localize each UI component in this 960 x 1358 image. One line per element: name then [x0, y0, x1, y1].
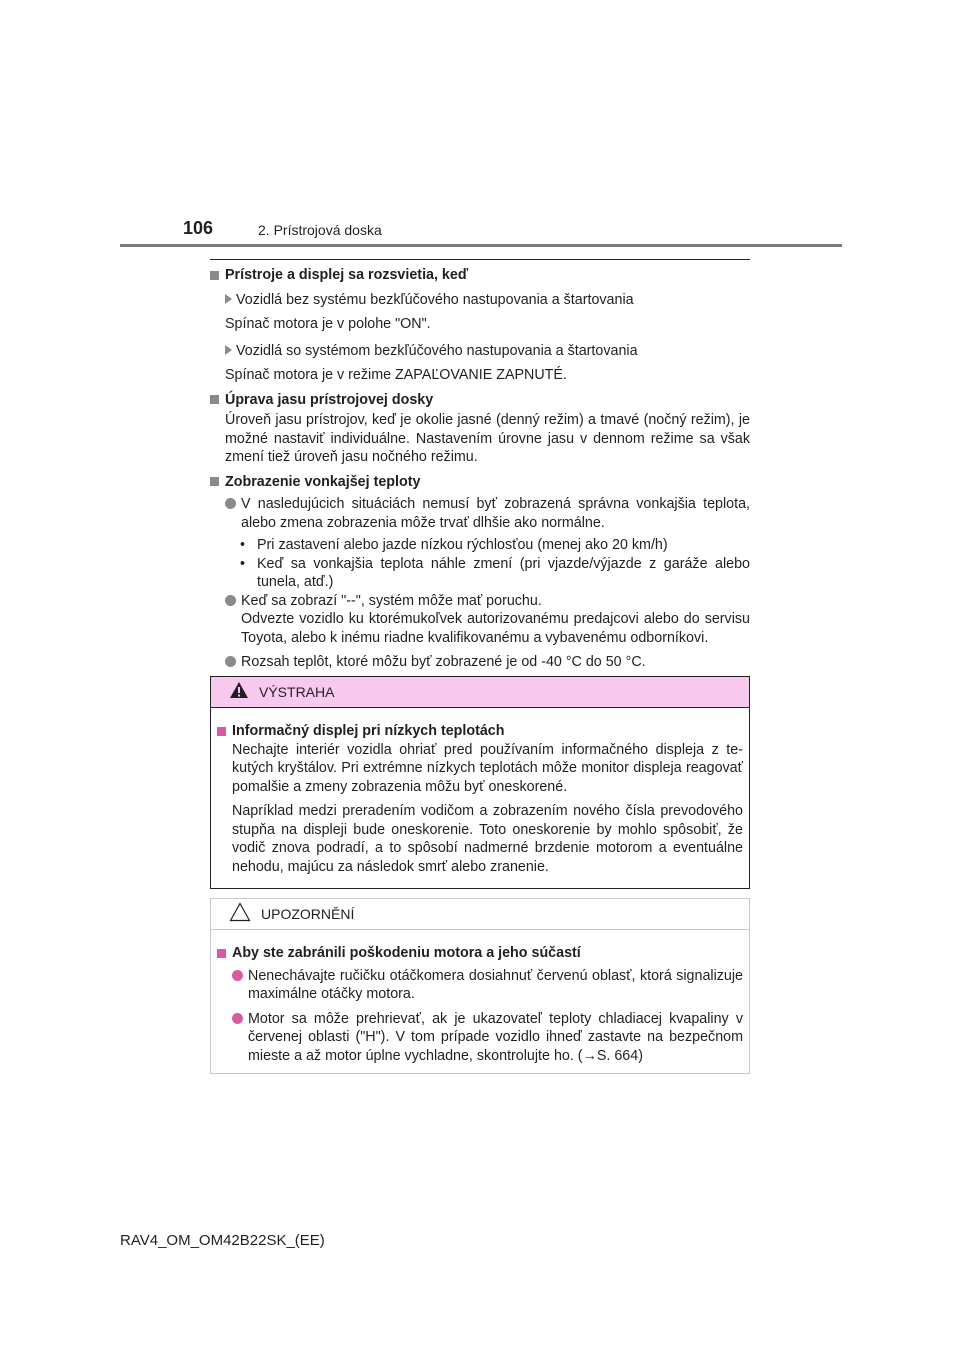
warning-title: Informačný displej pri nízkych teplotách: [217, 722, 743, 741]
triangle-marker-icon: [225, 294, 232, 304]
warning-header: [211, 677, 749, 708]
list-item: Keď sa zobrazí "--", systém môže mať poruchu. Odvezte vozidlo ku ktorémukoľvek autorizovanému predajcovi alebo do servisu Toyota, alebo k inému riadne kvalifikovanému a vybavenému odborníkovi.: [210, 592, 750, 648]
circle-bullet-icon: [225, 595, 236, 606]
caution-body: [211, 930, 749, 1065]
paragraph: Spínač motora je v režime ZAPAĽOVANIE ZAPNUTÉ.: [225, 367, 567, 383]
section-heading-brightness: Úprava jasu prístrojovej dosky: [210, 391, 750, 410]
caution-box: [210, 898, 750, 1074]
list-item: V nasledujúcich situáciách nemusí byť zobrazená správna vonkajšia teplota, alebo zmena zobrazenia môže trvať dlhšie ako normálne.: [210, 495, 750, 532]
list-item: Nenechávajte ručičku otáčkomera dosiahnuť červenú oblasť, ktorá signalizuje maximálne otáčky motora.: [217, 967, 743, 1004]
chapter-title: 2. Prístrojová doska: [258, 222, 382, 238]
caution-triangle-icon: [229, 902, 251, 927]
paragraph: Nechajte interiér vozidla ohriať pred používaním informačného displeja z tekutých kryštálov. Pri extrémne nízkych teplotách môže monitor displeja reagovať pomalšie a zmeny zobrazenia môžu byť oneskorené.: [232, 741, 743, 795]
circle-bullet-icon: [232, 1013, 243, 1024]
warning-triangle-icon: [229, 681, 249, 704]
list-item: Motor sa môže prehrievať, ak je ukazovateľ teploty chladiacej kvapaliny v červenej oblasti ("H"). V tom prípade vozidlo ihneď zastavte na bezpečnom mieste a až motor úplne vychladne, skontrolujte ho. (→S. 664): [217, 1010, 743, 1066]
subheading-with-keyless: Vozidlá so systémom bezkľúčového nastupovania a štartovania: [210, 342, 750, 361]
content-top-rule: [210, 259, 750, 260]
warning-box: [210, 676, 750, 889]
bullet-marker: •: [240, 537, 246, 553]
triangle-marker-icon: [225, 345, 232, 355]
circle-bullet-icon: [232, 970, 243, 981]
main-content: [210, 266, 750, 672]
subheading-without-keyless: Vozidlá bez systému bezkľúčového nastupovania a štartovania: [210, 291, 750, 310]
circle-bullet-icon: [225, 656, 236, 667]
square-bullet-icon: [210, 477, 219, 486]
paragraph: Úroveň jasu prístrojov, keď je okolie jasné (denný režim) a tmavé (nočný režim), je možné nastaviť individuálne. Nastavením úrovne jasu v dennom režime sa však zmení tiež úroveň jasu nočného režimu.: [225, 412, 750, 465]
paragraph: Napríklad medzi preradením vodičom a zobrazením nového čísla prevodového stupňa na displeji bude oneskorenie. Toto oneskorenie by mohlo spôsobiť, že vodič znova podradí, a to spôsobí nadmerné brzdenie motorom a eventuálne nehodu, majúcu za následok smrť alebo zranenie.: [232, 803, 743, 875]
square-bullet-icon: [210, 395, 219, 404]
sub-list-item: • Keď sa vonkajšia teplota náhle zmení (pri vjazde/výjazde z garáže alebo tunela, atď.): [240, 555, 750, 590]
paragraph: Spínač motora je v polohe "ON".: [225, 316, 431, 332]
circle-bullet-icon: [225, 498, 236, 509]
list-item: Rozsah teplôt, ktoré môžu byť zobrazené je od -40 °C do 50 °C.: [210, 653, 750, 672]
page-number: 106: [183, 218, 214, 238]
square-bullet-icon: [217, 727, 226, 736]
warning-body: [211, 708, 749, 876]
sub-list-item: • Pri zastavení alebo jazde nízkou rýchlosťou (menej ako 20 km/h): [240, 537, 668, 553]
document-code: RAV4_OM_OM42B22SK_(EE): [120, 1232, 325, 1249]
square-bullet-icon: [210, 271, 219, 280]
caution-label: UPOZORNĚNÍ: [261, 906, 355, 922]
caution-header: [211, 899, 749, 930]
header-divider: [120, 244, 842, 247]
bullet-marker: •: [240, 555, 246, 572]
section-heading-outside-temperature: Zobrazenie vonkajšej teploty: [210, 473, 750, 492]
warning-label: VÝSTRAHA: [259, 684, 335, 700]
caution-title: Aby ste zabránili poškodeniu motora a jeho súčastí: [217, 944, 743, 963]
square-bullet-icon: [217, 949, 226, 958]
section-heading-illumination: Prístroje a displej sa rozsvietia, keď: [210, 266, 750, 285]
